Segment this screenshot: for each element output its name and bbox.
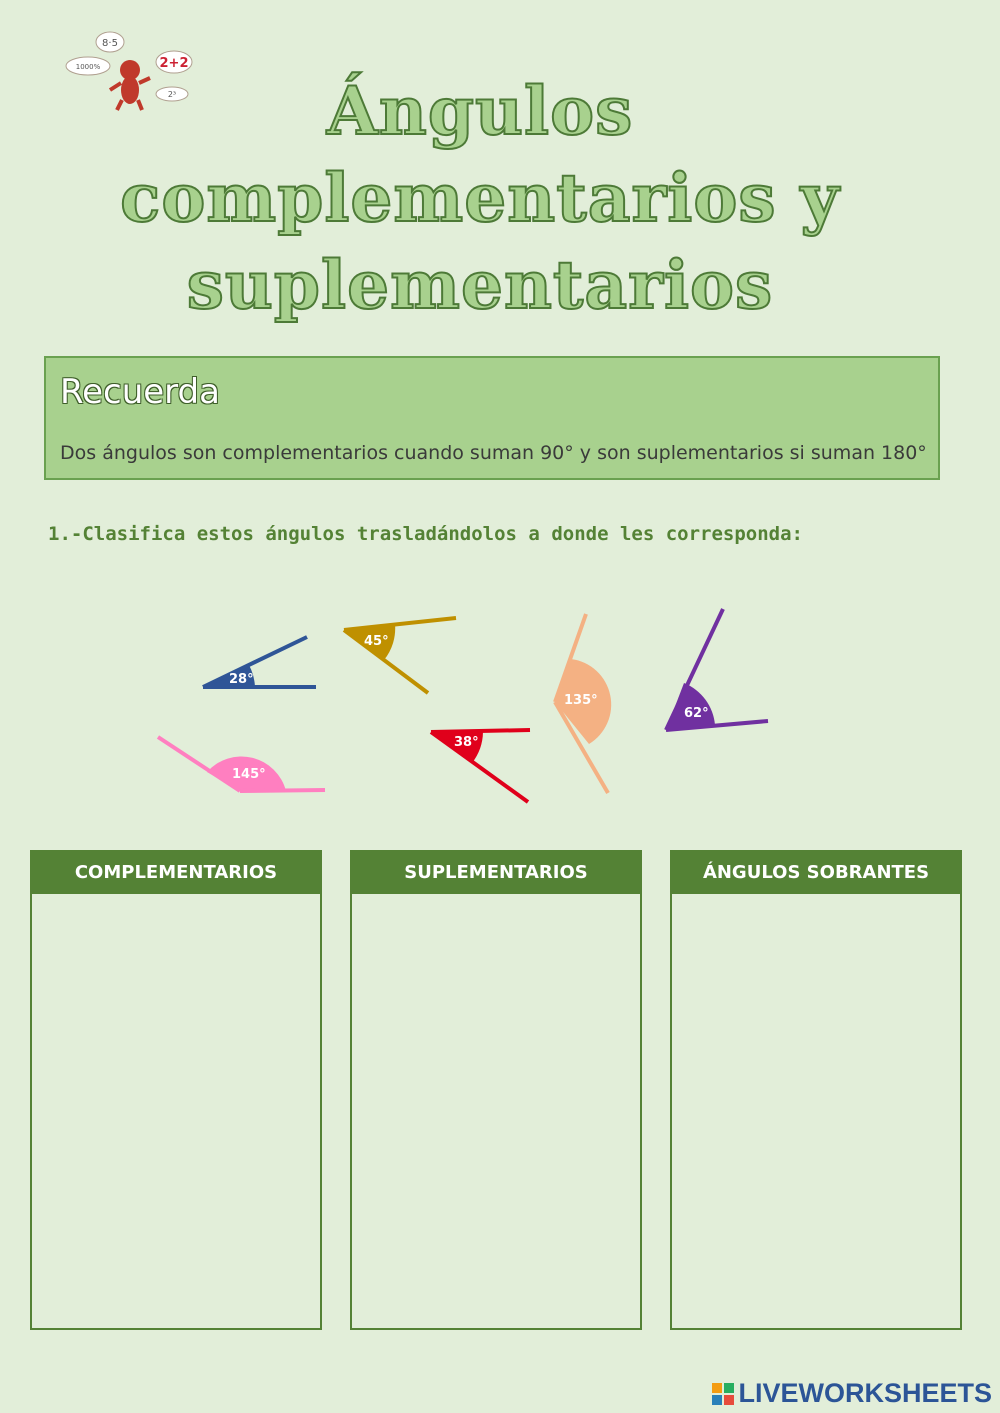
instruction-text: 1.-Clasifica estos ángulos trasladándolos a donde les corresponda: xyxy=(48,523,803,545)
suplementarios-heading: SUPLEMENTARIOS xyxy=(352,852,640,894)
angle-135-piece[interactable] xyxy=(555,614,611,793)
angle-135-label: 135° xyxy=(564,693,598,708)
logo-bubble-text: 2³ xyxy=(167,90,177,99)
page-title-line-3: suplementarios xyxy=(186,246,774,324)
angle-28-piece[interactable] xyxy=(203,637,316,687)
angle-pieces xyxy=(0,590,1000,820)
angle-145-piece[interactable] xyxy=(158,737,325,791)
logo-bubble-text: 2+2 xyxy=(159,56,189,71)
suplementarios-dropzone[interactable] xyxy=(350,850,642,1330)
angle-45-piece[interactable] xyxy=(344,618,456,693)
liveworksheets-brand xyxy=(712,1378,992,1409)
complementarios-dropzone[interactable] xyxy=(30,850,322,1330)
page-title-line-1: Ángulos xyxy=(326,72,634,150)
angle-145-label: 145° xyxy=(232,767,266,782)
liveworksheets-logo-icon xyxy=(712,1383,734,1405)
page-title-line-2: complementarios y xyxy=(120,159,840,237)
angle-62-label: 62° xyxy=(684,706,709,721)
angle-62-piece[interactable] xyxy=(666,609,768,730)
recuerda-panel xyxy=(44,356,940,480)
complementarios-heading: COMPLEMENTARIOS xyxy=(32,852,320,894)
angle-45-label: 45° xyxy=(364,634,389,649)
angle-38-piece[interactable] xyxy=(431,730,530,802)
brand-name: LIVEWORKSHEETS xyxy=(738,1378,992,1408)
recuerda-text: Dos ángulos son complementarios cuando suman 90° y son suplementarios si suman 180° xyxy=(60,442,927,464)
angle-38-label: 38° xyxy=(454,735,479,750)
angulos-sobrantes-dropzone[interactable] xyxy=(670,850,962,1330)
logo-bubble-text: 1000% xyxy=(75,63,101,71)
logo-bubble-text: 8·5 xyxy=(102,38,118,49)
recuerda-heading: Recuerda xyxy=(60,372,220,412)
angle-28-label: 28° xyxy=(229,672,254,687)
angulos-sobrantes-heading: ÁNGULOS SOBRANTES xyxy=(672,852,960,894)
